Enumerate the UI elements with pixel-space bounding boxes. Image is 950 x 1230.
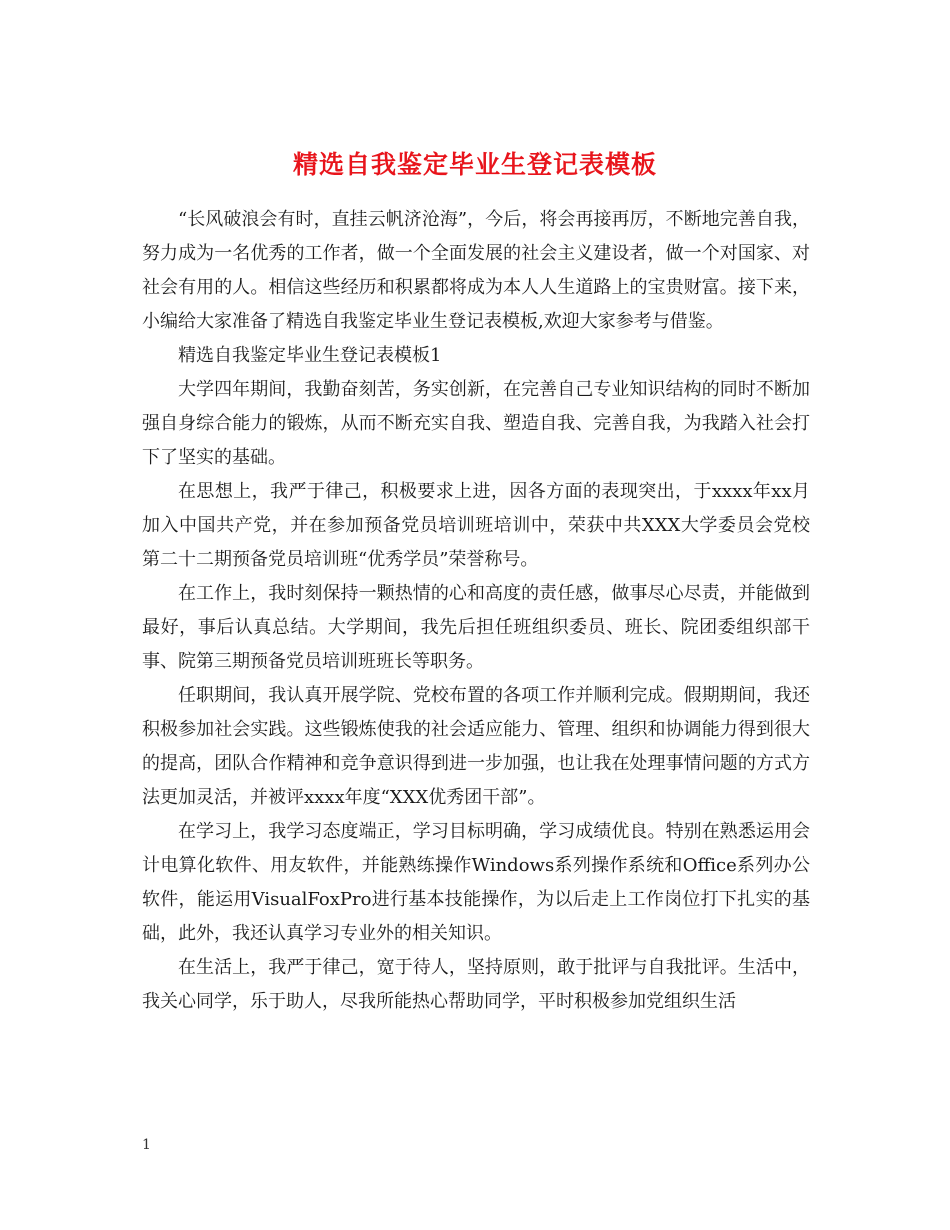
paragraph-tenure: 任职期间，我认真开展学院、党校布置的各项工作并顺利完成。假期期间，我还积极参加社会实践。这些锻炼使我的社会适应能力、管理、组织和协调能力得到很大的提高，团队合作精神和竞争意识得到进一步加强，也让我在处理事情问题的方式方法更加灵活，并被评xxxx年度“XXX优秀团干部”。 [142,685,810,808]
paragraph-study: 在学习上，我学习态度端正，学习目标明确，学习成绩优良。特别在熟悉运用会计电算化软件、用友软件，并能熟练操作Windows系列操作系统和Office系列办公软件，能运用VisualFoxPro进行基本技能操作，为以后走上工作岗位打下扎实的基础，此外，我还认真学习专业外的相关知识。 [142,821,810,944]
paragraph-university: 大学四年期间，我勤奋刻苦，务实创新，在完善自己专业知识结构的同时不断加强自身综合能力的锻炼，从而不断充实自我、塑造自我、完善自我，为我踏入社会打下了坚实的基础。 [142,379,810,468]
paragraph-section-heading: 精选自我鉴定毕业生登记表模板1 [178,345,442,366]
document-body [142,203,810,1019]
paragraph-intro: “长风破浪会有时，直挂云帆济沧海”，今后，将会再接再厉，不断地完善自我，努力成为一名优秀的工作者，做一个全面发展的社会主义建设者，做一个对国家、对社会有用的人。相信这些经历和积累都将成为本人人生道路上的宝贵财富。接下来，小编给大家准备了精选自我鉴定毕业生登记表模板,欢迎大家参考与借鉴。 [142,209,810,332]
document-title: 精选自我鉴定毕业生登记表模板 [292,149,657,179]
paragraph-work: 在工作上，我时刻保持一颗热情的心和高度的责任感，做事尽心尽责，并能做到最好，事后认真总结。大学期间，我先后担任班组织委员、班长、院团委组织部干事、院第三期预备党员培训班班长等职务。 [142,583,810,672]
paragraph-life: 在生活上，我严于律己，宽于待人，坚持原则，敢于批评与自我批评。生活中，我关心同学，乐于助人，尽我所能热心帮助同学，平时积极参加党组织生活 [142,957,810,1012]
page-number: 1 [142,1137,151,1153]
paragraph-ideology: 在思想上，我严于律己，积极要求上进，因各方面的表现突出，于xxxx年xx月加入中国共产党，并在参加预备党员培训班培训中，荣获中共XXX大学委员会党校第二十二期预备党员培训班“优秀学员”荣誉称号。 [142,481,810,570]
